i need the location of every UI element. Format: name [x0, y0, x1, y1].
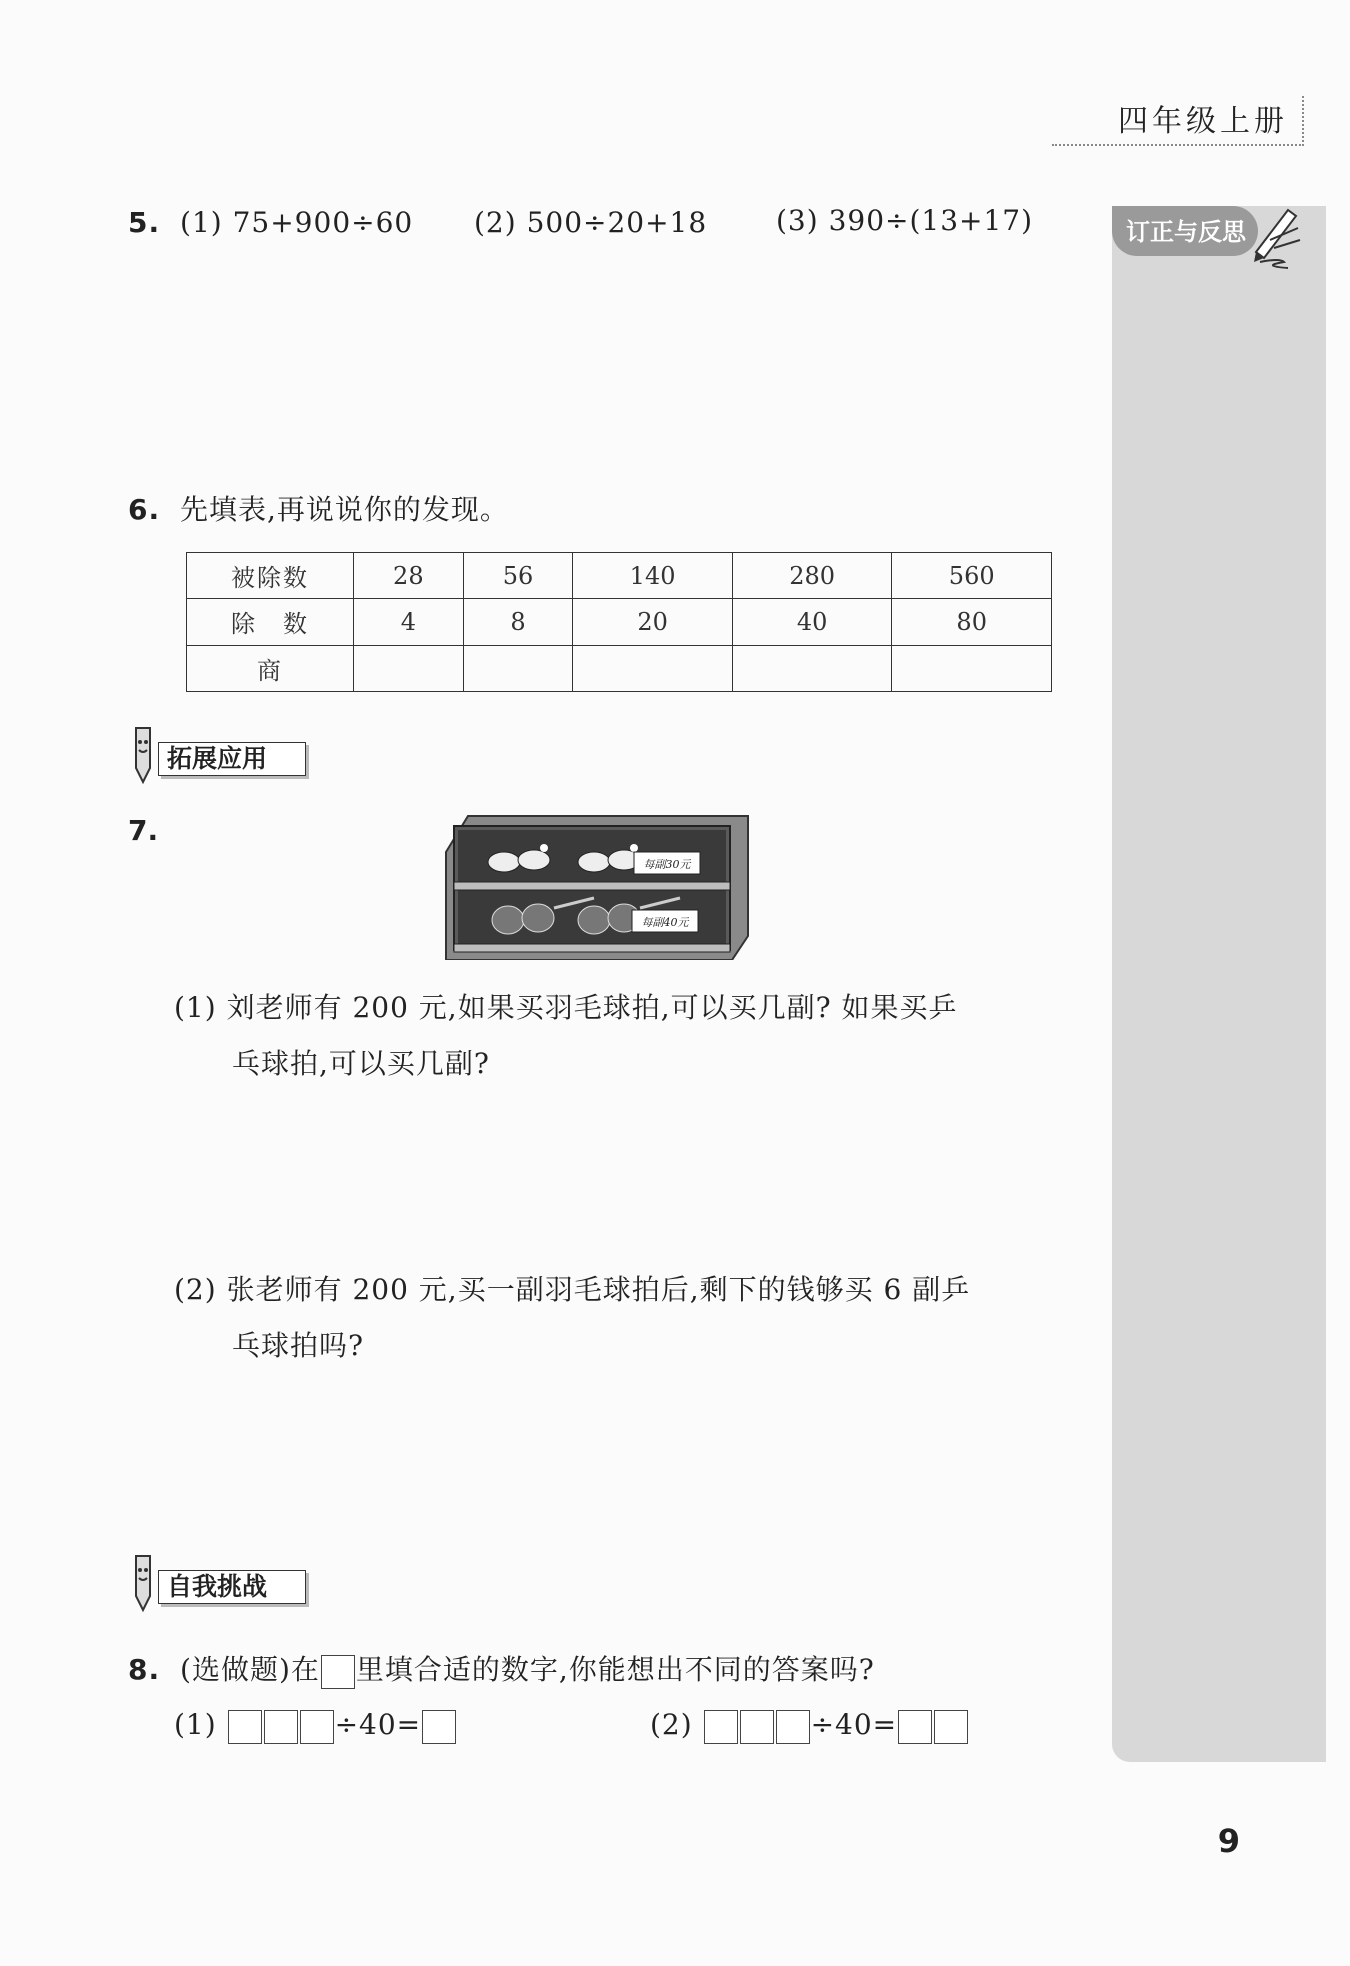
answer-cell[interactable]: [463, 645, 573, 691]
q6-prompt: 先填表,再说说你的发现。: [180, 493, 509, 526]
digit-box[interactable]: [740, 1710, 774, 1744]
table-cell: 80: [892, 599, 1052, 645]
answer-cell[interactable]: [892, 645, 1052, 691]
digit-box[interactable]: [934, 1710, 968, 1744]
row-header: 除 数: [187, 599, 354, 645]
correction-panel-label: 订正与反思: [1126, 218, 1246, 246]
question-5: [128, 206, 413, 239]
pencil-writing-icon: [1240, 200, 1306, 270]
q5-part-3: (3) 390÷(13+17): [776, 204, 1034, 237]
table-cell: 560: [892, 553, 1052, 599]
digit-box[interactable]: [704, 1710, 738, 1744]
q8-part-2: [650, 1708, 969, 1744]
digit-box[interactable]: [422, 1710, 456, 1744]
answer-cell[interactable]: [354, 645, 464, 691]
table-cell: 140: [573, 553, 733, 599]
section-extend-badge: [128, 740, 298, 778]
q5-part-1: (1) 75+900÷60: [180, 206, 414, 239]
q8-part-1-label: (1): [174, 1708, 217, 1741]
pencil-mascot-icon: [128, 1552, 158, 1614]
page-number: 9: [1217, 1822, 1240, 1860]
q8-prompt-start: (选做题)在: [180, 1653, 320, 1686]
question-7-number: 7.: [128, 814, 159, 847]
q7-part-1-line-1: (1) 刘老师有 200 元,如果买羽毛球拍,可以买几副? 如果买乒: [174, 991, 958, 1024]
racket-shelf-illustration: [444, 812, 752, 960]
section-challenge-badge: [128, 1568, 298, 1606]
section-extend-label: 拓展应用: [158, 742, 306, 776]
q8-part-2-label: (2): [650, 1708, 693, 1741]
q7-part-1-line-2: 乓球拍,可以买几副?: [232, 1047, 490, 1080]
digit-box[interactable]: [264, 1710, 298, 1744]
price-tag-top: 每副30元: [643, 858, 691, 871]
table-cell: 28: [354, 553, 464, 599]
question-number: 6.: [128, 493, 161, 526]
q8-part-2-expr: ÷40=: [810, 1708, 898, 1741]
row-header: 被除数: [187, 553, 354, 599]
table-row: [187, 553, 1052, 599]
table-cell: 56: [463, 553, 573, 599]
answer-cell[interactable]: [573, 645, 733, 691]
row-header: 商: [187, 645, 354, 691]
digit-box[interactable]: [776, 1710, 810, 1744]
price-tag-bottom: 每副40元: [641, 916, 689, 929]
pencil-mascot-icon: [128, 724, 158, 786]
table-row: [187, 599, 1052, 645]
question-number: 5.: [128, 206, 161, 239]
q8-prompt-end: 里填合适的数字,你能想出不同的答案吗?: [355, 1653, 875, 1686]
grade-label: 四年级上册: [1118, 104, 1288, 139]
digit-box[interactable]: [228, 1710, 262, 1744]
q8-part-1: [174, 1708, 457, 1744]
section-challenge-label: 自我挑战: [158, 1570, 306, 1604]
q8-part-1-expr: ÷40=: [334, 1708, 422, 1741]
table-cell: 8: [463, 599, 573, 645]
grade-header: [1052, 96, 1304, 146]
q7-part-2-line-1: (2) 张老师有 200 元,买一副羽毛球拍后,剩下的钱够买 6 副乒: [174, 1273, 971, 1306]
table-row: [187, 645, 1052, 691]
digit-box[interactable]: [300, 1710, 334, 1744]
question-6: [128, 488, 509, 528]
question-number: 8.: [128, 1653, 161, 1686]
answer-cell[interactable]: [732, 645, 892, 691]
table-cell: 280: [732, 553, 892, 599]
table-cell: 40: [732, 599, 892, 645]
q5-part-2: (2) 500÷20+18: [474, 206, 708, 239]
question-8: [128, 1648, 875, 1689]
digit-box[interactable]: [898, 1710, 932, 1744]
quotient-table: [186, 552, 1052, 692]
blank-box-example: [321, 1655, 355, 1689]
correction-panel[interactable]: [1112, 206, 1326, 1762]
q7-part-2-line-2: 乓球拍吗?: [232, 1329, 365, 1362]
table-cell: 4: [354, 599, 464, 645]
table-cell: 20: [573, 599, 733, 645]
